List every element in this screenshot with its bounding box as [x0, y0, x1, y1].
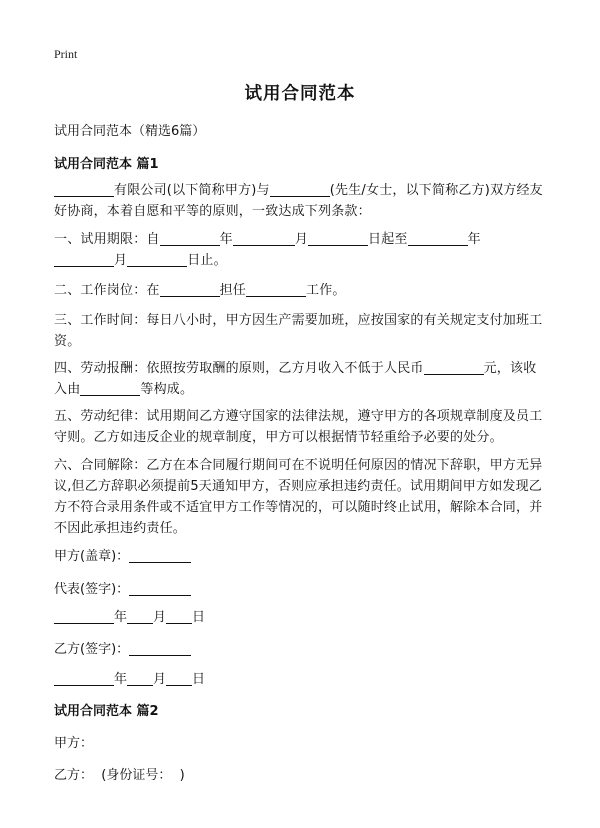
clause-6: 六、合同解除：乙方在本合同履行期间可在不说明任何原因的情况下辞职，甲方无异议,但乙方辞职必须提前5天通知甲方，否则应承担违约责任。试用期间甲方如发现乙方不符合录用条件或不适宜甲方工作等情况的，可以随时终止试用，解除本合同，并不因此承担违约责任。: [54, 458, 543, 536]
blank: [127, 609, 153, 624]
clause-2-mid: 担任: [219, 283, 247, 298]
day-label: 日: [192, 610, 206, 625]
blank: [54, 252, 114, 267]
clause-2-end: 工作。: [306, 283, 346, 298]
document-subtitle: 试用合同范本（精选6篇）: [54, 124, 206, 139]
clause-1-label: 一、试用期限：自: [54, 232, 160, 247]
section-2-party-b: 乙方： (身份证号： ): [54, 768, 185, 783]
name-blank: [270, 182, 330, 197]
representative-label: 代表(签字)：: [54, 582, 130, 597]
intro-paragraph: [54, 180, 548, 222]
intro-text-a: 有限公司(以下简称甲方)与: [114, 183, 270, 198]
blank: [408, 231, 468, 246]
blank: [166, 671, 192, 686]
month-label: 月: [114, 253, 128, 268]
year-label: 年: [219, 232, 233, 247]
print-link[interactable]: Print: [54, 47, 78, 61]
day-label: 日: [192, 672, 206, 687]
party-b-sign-line: [54, 638, 191, 657]
intro-text-b: (先生/女士，以下简称乙方)双方经友好协商，本着自愿和平等的原则，一致达成下列条款：: [54, 183, 543, 219]
blank: [127, 671, 153, 686]
party-b-sign-label: 乙方(签字)：: [54, 642, 130, 657]
year-label: 年: [467, 232, 481, 247]
month-label: 月: [294, 232, 309, 247]
section-heading-2: 试用合同范本 篇2: [54, 704, 159, 719]
blank: [233, 231, 295, 246]
party-a-seal-label: 甲方(盖章)：: [54, 549, 130, 564]
clause-1-mid: 日起至: [368, 232, 408, 247]
blank: [160, 231, 220, 246]
section-heading-1: 试用合同范本 篇1: [54, 157, 159, 172]
clause-1: [54, 229, 548, 271]
clause-2: [54, 280, 548, 301]
blank: [80, 381, 140, 396]
blank: [246, 282, 306, 297]
date-line-1: [54, 606, 205, 625]
page-title: 试用合同范本: [244, 84, 356, 104]
clause-4: [54, 358, 548, 400]
blank: [424, 360, 484, 375]
blank: [127, 252, 187, 267]
clause-4-mid: 元，该收入由: [54, 361, 537, 397]
clause-3: 三、工作时间：每日八小时，甲方因生产需要加班，应按国家的有关规定支付加班工资。: [54, 313, 543, 349]
company-blank: [54, 182, 114, 197]
blank: [308, 231, 368, 246]
representative-line: [54, 578, 191, 597]
date-line-2: [54, 668, 205, 687]
clause-4-label: 四、劳动报酬：依照按劳取酬的原则，乙方月收入不低于人民币: [54, 361, 424, 376]
clause-1-end: 日止。: [187, 253, 227, 268]
blank: [54, 609, 114, 624]
clause-5: 五、劳动纪律：试用期间乙方遵守国家的法律法规，遵守甲方的各项规章制度及员工守则。乙方如违反企业的规章制度，甲方可以根据情节轻重给予必要的处分。: [54, 409, 543, 445]
blank: [166, 609, 192, 624]
month-label: 月: [153, 610, 167, 625]
blank: [160, 282, 220, 297]
month-label: 月: [153, 672, 167, 687]
clause-2-label: 二、工作岗位：在: [54, 283, 160, 298]
blank: [129, 581, 191, 596]
year-label: 年: [114, 672, 128, 687]
party-a-seal-line: [54, 545, 191, 564]
blank: [54, 671, 114, 686]
section-2-party-a: 甲方：: [54, 736, 94, 751]
blank: [129, 641, 191, 656]
clause-4-end: 等构成。: [140, 382, 194, 397]
blank: [129, 548, 191, 563]
year-label: 年: [114, 610, 128, 625]
